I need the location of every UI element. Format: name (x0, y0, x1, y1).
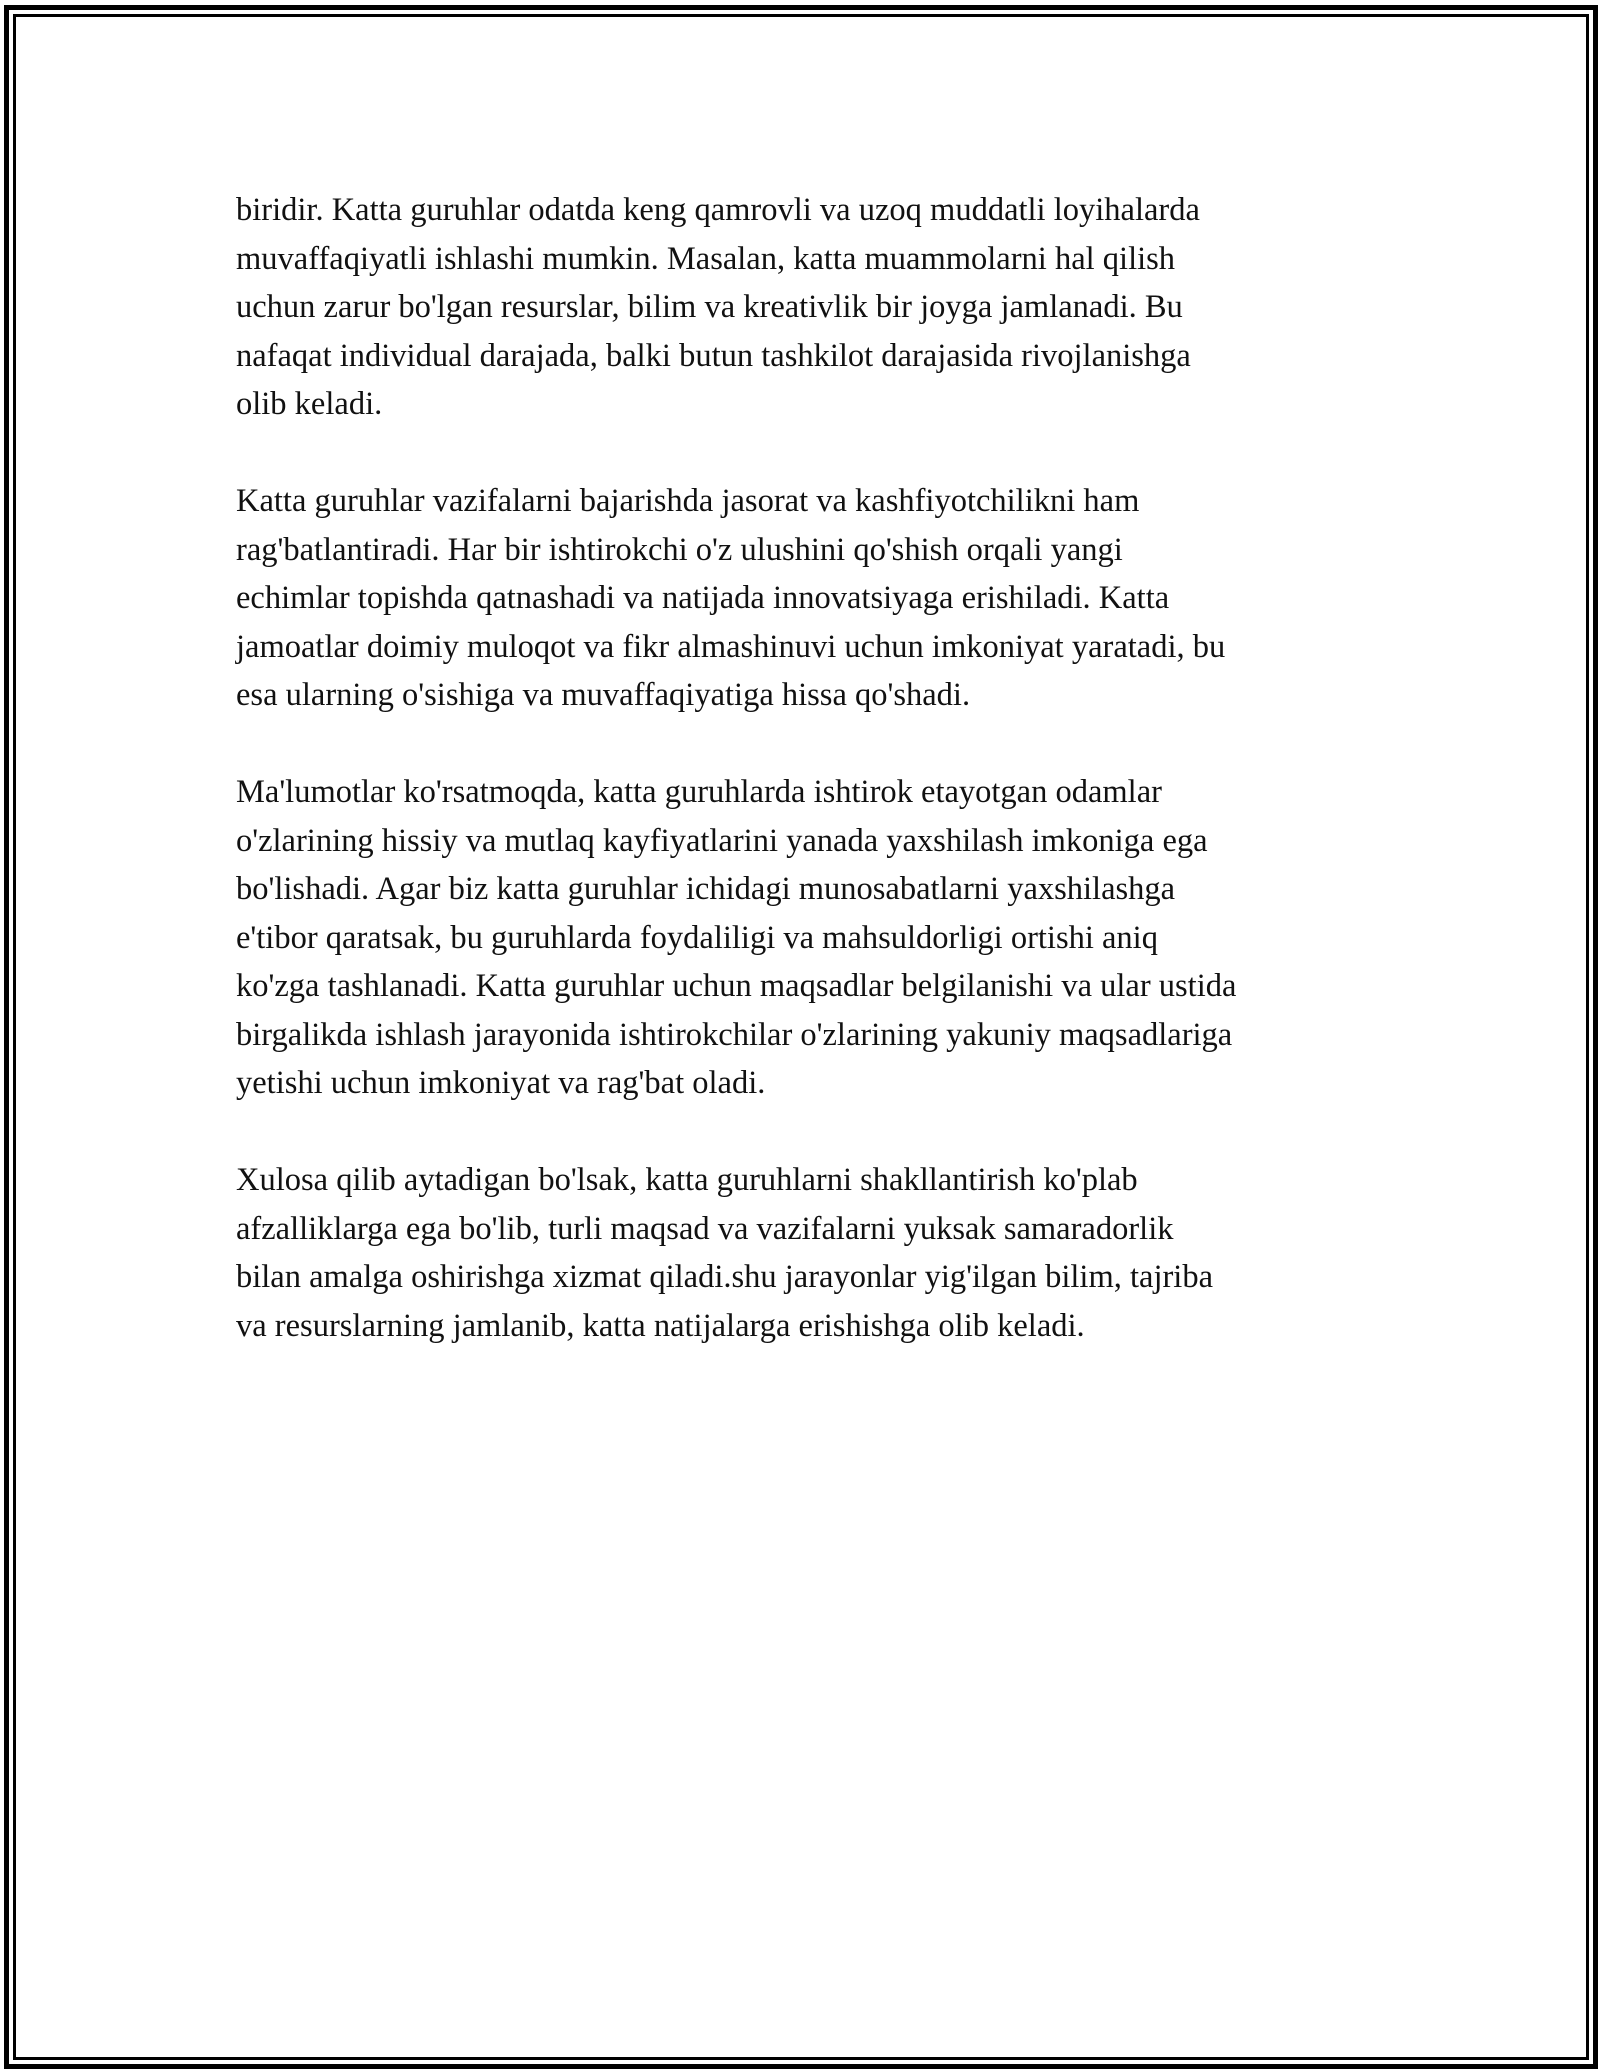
text-line: uchun zarur bo'lgan resurslar, bilim va kreativlik bir joyga jamlanadi. Bu (236, 289, 1183, 325)
text-line: o'zlarining hissiy va mutlaq kayfiyatlarini yanada yaxshilash imkoniga ega (236, 822, 1208, 859)
text-line: birgalikda ishlash jarayonida ishtirokchilar o'zlarining yakuniy maqsadlariga (236, 1016, 1233, 1053)
text-line: jamoatlar doimiy muloqot va fikr almashinuvi uchun imkoniyat yaratadi, bu (236, 628, 1226, 665)
text-line: ko'zga tashlanadi. Katta guruhlar uchun maqsadlar belgilanishi va ular ustida (236, 968, 1237, 1004)
text-line: e'tibor qaratsak, bu guruhlarda foydaliligi va mahsuldorligi ortishi aniq (236, 919, 1158, 956)
paragraph-1 (236, 186, 1376, 429)
paragraph-4 (236, 1156, 1376, 1350)
text-line: muvaffaqiyatli ishlashi mumkin. Masalan, katta muammolarni hal qilish (236, 240, 1176, 277)
text-line: Ma'lumotlar ko'rsatmoqda, katta guruhlarda ishtirok etayotgan odamlar (236, 774, 1162, 810)
text-line: Katta guruhlar vazifalarni bajarishda jasorat va kashfiyotchilikni ham (236, 483, 1140, 519)
text-line: nafaqat individual darajada, balki butun tashkilot darajasida rivojlanishga (236, 337, 1191, 374)
text-line: yetishi uchun imkoniyat va rag'bat oladi. (236, 1065, 766, 1101)
document-body (236, 186, 1376, 1399)
text-line: bilan amalga oshirishga xizmat qiladi.shu jarayonlar yig'ilgan bilim, tajriba (236, 1259, 1213, 1295)
text-line: afzalliklarga ega bo'lib, turli maqsad va vazifalarni yuksak samaradorlik (236, 1210, 1174, 1247)
text-line: va resurslarning jamlanib, katta natijalarga erishishga olib keladi. (236, 1307, 1085, 1344)
paragraph-3 (236, 768, 1376, 1108)
paragraph-2 (236, 477, 1376, 720)
text-line: Xulosa qilib aytadigan bo'lsak, katta guruhlarni shakllantirish ko'plab (236, 1162, 1138, 1198)
text-line: esa ularning o'sishiga va muvaffaqiyatiga hissa qo'shadi. (236, 677, 971, 713)
text-line: olib keladi. (236, 386, 383, 422)
text-line: biridir. Katta guruhlar odatda keng qamrovli va uzoq muddatli loyihalarda (236, 192, 1200, 228)
text-line: rag'batlantiradi. Har bir ishtirokchi o'z ulushini qo'shish orqali yangi (236, 531, 1123, 568)
text-line: bo'lishadi. Agar biz katta guruhlar ichidagi munosabatlarni yaxshilashga (236, 871, 1176, 907)
text-line: echimlar topishda qatnashadi va natijada innovatsiyaga erishiladi. Katta (236, 580, 1170, 616)
